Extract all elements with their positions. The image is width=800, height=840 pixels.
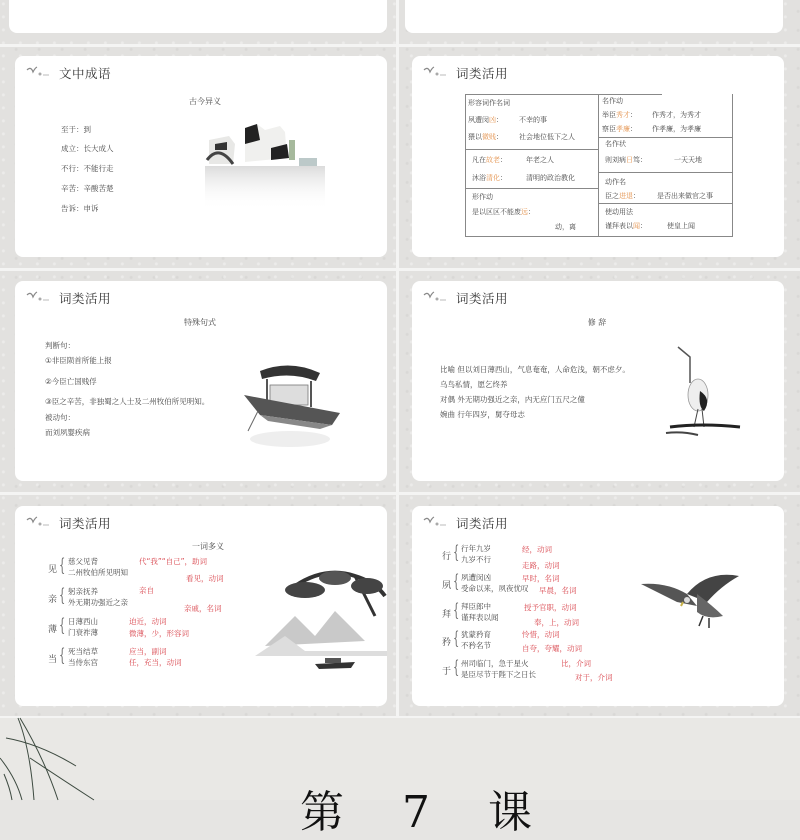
brace-icon: {: [453, 628, 460, 649]
table-cell: 一天天地: [674, 156, 702, 164]
table-cell: 察臣孝廉：: [602, 125, 637, 133]
slide-title: 词类活用: [59, 291, 112, 306]
crane-logo-icon: [25, 289, 53, 307]
sentence-line: ①非臣陨首所能上报: [45, 356, 112, 365]
idiom-item: 至于：到: [61, 125, 91, 134]
table-heading: 形作动: [472, 193, 493, 201]
slide-header: [422, 64, 508, 82]
ink-painting-boat-icon: [240, 359, 350, 459]
table-cell: 作秀才，为秀才: [652, 111, 701, 119]
section-title-slide[interactable]: [0, 718, 800, 838]
table-cell: 年老之人: [526, 156, 554, 164]
slide-header: [25, 64, 111, 82]
slide-subtitle: 古今异义: [189, 97, 221, 106]
slide-header: [25, 514, 111, 532]
table-cell: 清明的政治教化: [526, 174, 575, 182]
table-heading: 动作名: [605, 178, 626, 186]
brace-icon: {: [453, 571, 460, 592]
slide-thumbnail-partial[interactable]: [9, 0, 387, 33]
table-heading: 形容词作名词: [468, 99, 510, 107]
table-cell: 谨拜表以闻：: [605, 222, 647, 230]
brace-icon: {: [59, 645, 66, 666]
ink-painting-crane-icon: [662, 343, 752, 443]
table-cell: 举臣秀才：: [602, 111, 637, 119]
table-cell: 社会地位低下之人: [519, 133, 575, 141]
slide-title: 词类活用: [456, 291, 509, 306]
grid-divider: [0, 492, 800, 495]
slide-title: 文中成语: [59, 66, 112, 81]
sentence-line: 判断句：: [45, 341, 75, 350]
table-heading: 使动用法: [605, 208, 633, 216]
table-cell: 凡在故老：: [472, 156, 507, 164]
slide-header: [25, 289, 111, 307]
brace-icon: {: [59, 615, 66, 636]
ink-painting-pine-mountain-icon: [255, 556, 387, 681]
willow-branch-icon: [0, 718, 110, 800]
table-cell: 夙遭闵凶：: [468, 116, 503, 124]
table-heading: 名作状: [605, 140, 626, 148]
slide-thumbnail-1[interactable]: [15, 56, 387, 257]
section-title: 第 7 课: [300, 787, 554, 838]
grid-divider: [0, 44, 800, 47]
rhetoric-line: 对偶 外无期功强近之亲，内无应门五尺之僮: [440, 395, 585, 404]
slide-subtitle: 一词多义: [192, 542, 224, 551]
brace-icon: {: [453, 542, 460, 563]
slide-title: 词类活用: [59, 516, 112, 531]
slide-thumbnail-partial[interactable]: [405, 0, 783, 33]
crane-logo-icon: [25, 64, 53, 82]
table-cell: 动，离: [555, 223, 576, 231]
table-cell: 则刘病日笃：: [605, 156, 647, 164]
crane-logo-icon: [422, 514, 450, 532]
table-heading: 名作动: [602, 97, 623, 105]
slide-title: 词类活用: [456, 66, 509, 81]
brace-icon: {: [453, 657, 460, 678]
sentence-line: 被动句：: [45, 413, 75, 422]
idiom-item: 辛苦：辛酸苦楚: [61, 184, 114, 193]
grid-divider: [396, 0, 399, 718]
table-cell: 沐浴清化：: [472, 174, 507, 182]
rhetoric-line: 乌鸟私情，愿乞终养: [440, 380, 508, 389]
slide-title: 词类活用: [456, 516, 509, 531]
brace-icon: {: [59, 585, 66, 606]
slide-header: [422, 289, 508, 307]
ink-painting-village-icon: [205, 118, 325, 218]
rhetoric-line: 婉曲 行年四岁，舅夺母志: [440, 410, 525, 419]
table-cell: 是以区区不能废远：: [472, 208, 535, 216]
table-cell: 作孝廉，为孝廉: [652, 125, 701, 133]
slide-header: [422, 514, 508, 532]
table-cell: 是否出来做官之事: [657, 192, 713, 200]
brace-icon: {: [59, 555, 66, 576]
idiom-item: 不行：不能行走: [61, 164, 114, 173]
grid-divider: [0, 268, 800, 271]
slide-thumbnail-4[interactable]: [412, 281, 784, 481]
ink-painting-eagle-icon: [637, 566, 747, 646]
idiom-item: 告诉：申诉: [61, 204, 99, 213]
crane-logo-icon: [422, 289, 450, 307]
slide-thumbnail-2[interactable]: [412, 56, 784, 257]
idiom-item: 成立：长大成人: [61, 144, 114, 153]
sentence-line: ③臣之辛苦，非独蜀之人士及二州牧伯所见明知。: [45, 397, 210, 406]
slide-thumbnail-5[interactable]: 词类活用 一词多义 见 { 慈父见背 二州牧伯所见明知 代“我”“自己”，助词 看见，动词 亲 { 躬亲抚养 外无期功强近之亲 亲自 亲戚，名词 薄 { 日薄西山 门衰祚薄 迫近，动词 微薄，少，形容词 当 { 死当结草 当侍东宫 应当，副词 任，充当，动词: [15, 506, 387, 706]
table-cell: 不幸的事: [519, 116, 547, 124]
table-cell: 使皇上闻: [667, 222, 695, 230]
sentence-line: ②今臣亡国贱俘: [45, 377, 97, 386]
brace-icon: {: [453, 600, 460, 621]
table-cell: 猥以微贱：: [468, 133, 503, 141]
slide-thumbnail-3[interactable]: [15, 281, 387, 481]
slide-subtitle: 修 辞: [587, 318, 607, 327]
crane-logo-icon: [422, 64, 450, 82]
rhetoric-line: 比喻 但以刘日薄西山，气息奄奄，人命危浅，朝不虑夕。: [440, 365, 630, 374]
table-cell: 臣之进退：: [605, 192, 640, 200]
sentence-line: 而刘夙婴疾病: [45, 428, 90, 437]
crane-logo-icon: [25, 514, 53, 532]
slide-thumbnail-6[interactable]: 词类活用 行 { 行年九岁 九岁不行 经，动词 走路，动词 夙 { 夙遭闵凶 受命以来，夙夜忧叹 早时，名词 早晨，名词 拜 { 拜臣郎中 谨拜表以闻 授予官职，动词 奉，上，动词 矜 { 犹蒙矜育 不矜名节 怜惜，动词 自夸，夸耀，动词 于 { 州司临门，急于星火 是臣尽节于陛下之日长 比，介词 对于，介词: [412, 506, 784, 706]
slide-subtitle: 特殊句式: [184, 318, 216, 327]
